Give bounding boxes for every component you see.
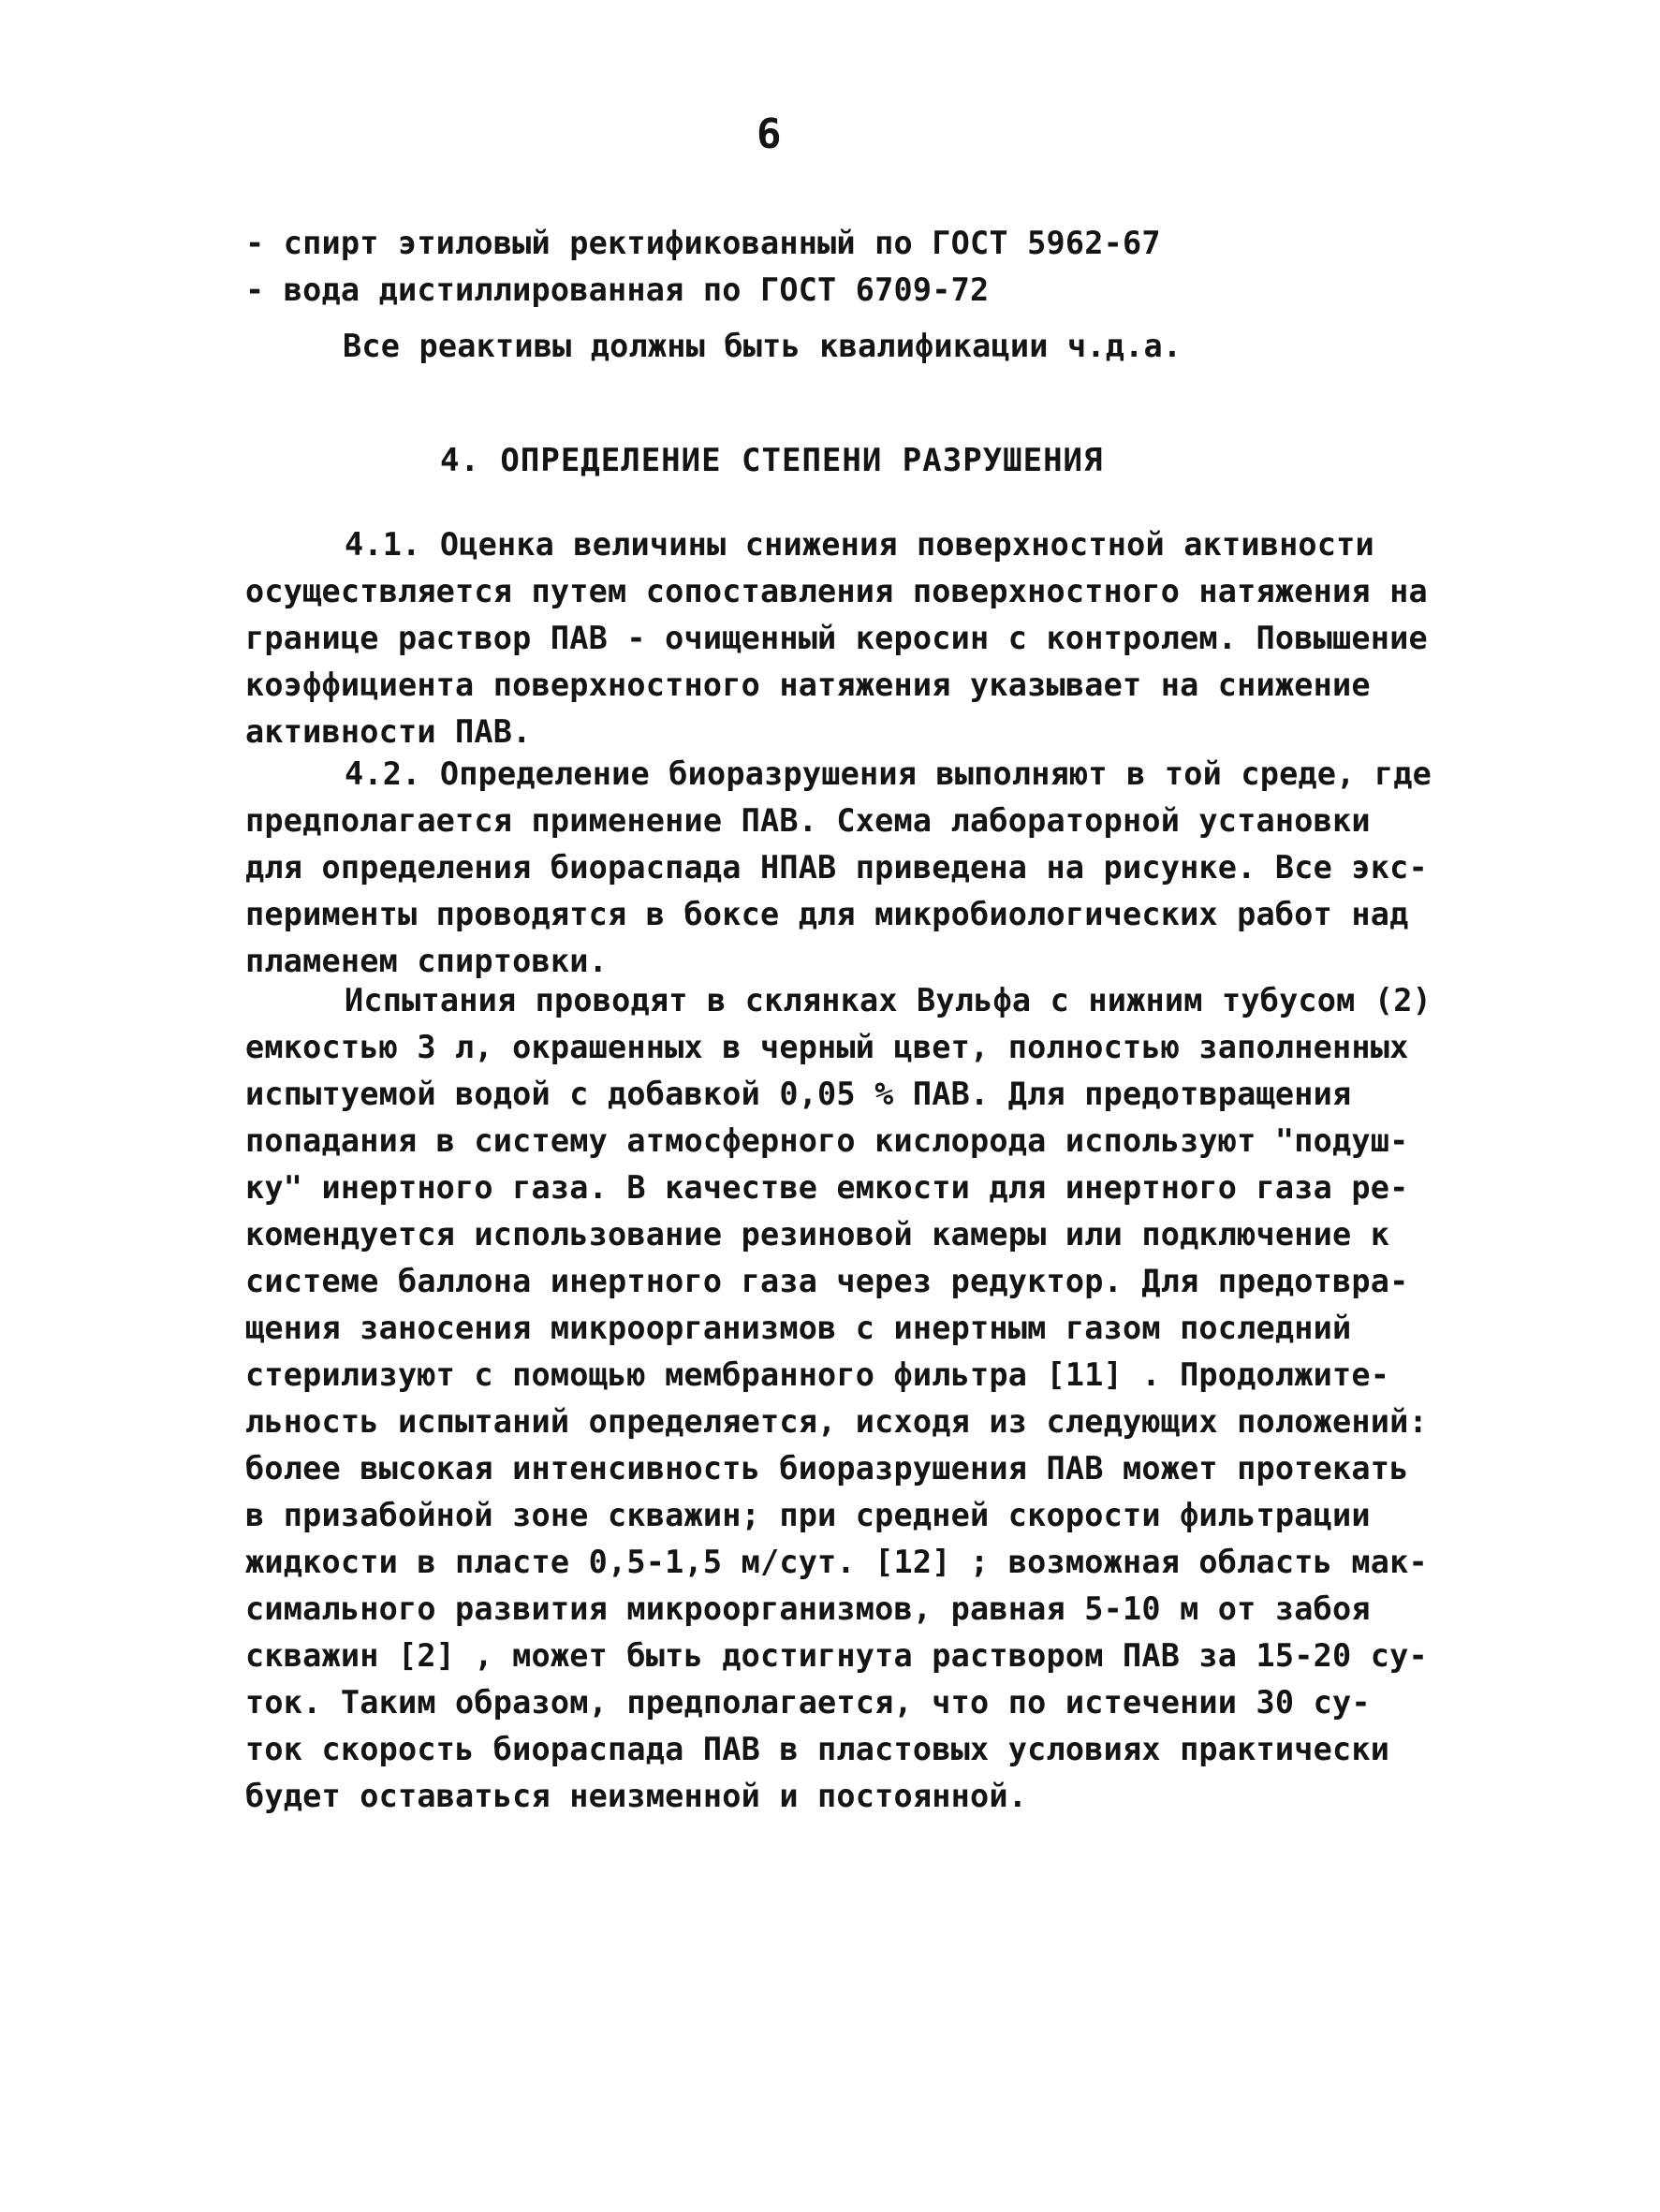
- paragraph-line: коэффициента поверхностного натяжения указывает на снижение: [245, 667, 1371, 703]
- paragraph-line: ток. Таким образом, предполагается, что по истечении 30 су-: [245, 1684, 1371, 1721]
- paragraph-line: испытуемой водой с добавкой 0,05 % ПАВ. Для предотвращения: [245, 1076, 1352, 1112]
- paragraph-line: ку" инертного газа. В качестве емкости для инертного газа ре-: [245, 1169, 1409, 1206]
- list-item: - вода дистиллированная по ГОСТ 6709-72: [245, 271, 990, 308]
- paragraph-line: щения заносения микроорганизмов с инертным газом последний: [245, 1310, 1352, 1346]
- paragraph-line: границе раствор ПАВ - очищенный керосин с контролем. Повышение: [245, 620, 1428, 656]
- paragraph-line: для определения биораспада НПАВ приведена на рисунке. Все экс-: [245, 849, 1428, 886]
- section-heading: 4. ОПРЕДЕЛЕНИЕ СТЕПЕНИ РАЗРУШЕНИЯ: [440, 442, 1104, 479]
- paragraph-4-1: [245, 521, 1434, 755]
- paragraph-line: осуществляется путем сопоставления поверхностного натяжения на: [245, 573, 1428, 609]
- paragraph-line: комендуется использование резиновой камеры или подключение к: [245, 1216, 1390, 1252]
- paragraph-line: предполагается применение ПАВ. Схема лабораторной установки: [245, 802, 1371, 839]
- paragraph-line: Испытания проводят в склянках Вульфа с нижним тубусом (2): [345, 982, 1432, 1018]
- paragraph-line: жидкости в пласте 0,5-1,5 м/сут. [12] ; возможная область мак-: [245, 1544, 1428, 1580]
- paragraph-line: активности ПАВ.: [245, 713, 532, 750]
- paragraph-line: симального развития микроорганизмов, равная 5-10 м от забоя: [245, 1590, 1371, 1627]
- paragraph-line: стерилизуют с помощью мембранного фильтра [11] . Продолжите-: [245, 1356, 1390, 1393]
- paragraph-tests: [245, 977, 1434, 1820]
- paragraph-line: системе баллона инертного газа через редуктор. Для предотвра-: [245, 1263, 1409, 1299]
- paragraph-line: будет оставаться неизменной и постоянной.: [245, 1778, 1028, 1814]
- list-item: - спирт этиловый ректификованный по ГОСТ 5962-67: [245, 225, 1161, 261]
- paragraph-line: попадания в систему атмосферного кислорода используют "подуш-: [245, 1122, 1409, 1159]
- paragraph-line: 4.2. Определение биоразрушения выполняют в той среде, где: [345, 755, 1432, 792]
- paragraph-line: перименты проводятся в боксе для микробиологических работ над: [245, 896, 1409, 932]
- page-number: 6: [757, 110, 782, 158]
- paragraph-line: в призабойной зоне скважин; при средней скорости фильтрации: [245, 1497, 1371, 1533]
- paragraph-4-2: [245, 751, 1434, 985]
- paragraph-line: более высокая интенсивность биоразрушения ПАВ может протекать: [245, 1450, 1409, 1487]
- reagents-list: [245, 220, 1434, 314]
- paragraph-line: 4.1. Оценка величины снижения поверхностной активности: [345, 526, 1374, 563]
- reagents-note: Все реактивы должны быть квалификации ч.д.а.: [343, 328, 1183, 364]
- paragraph-line: пламенем спиртовки.: [245, 943, 609, 979]
- paragraph-line: емкостью 3 л, окрашенных в черный цвет, полностью заполненных: [245, 1029, 1409, 1065]
- paragraph-line: льность испытаний определяется, исходя из следующих положений:: [245, 1403, 1428, 1440]
- paragraph-line: ток скорость биораспада ПАВ в пластовых условиях практически: [245, 1731, 1390, 1767]
- paragraph-line: скважин [2] , может быть достигнута раствором ПАВ за 15-20 су-: [245, 1637, 1428, 1674]
